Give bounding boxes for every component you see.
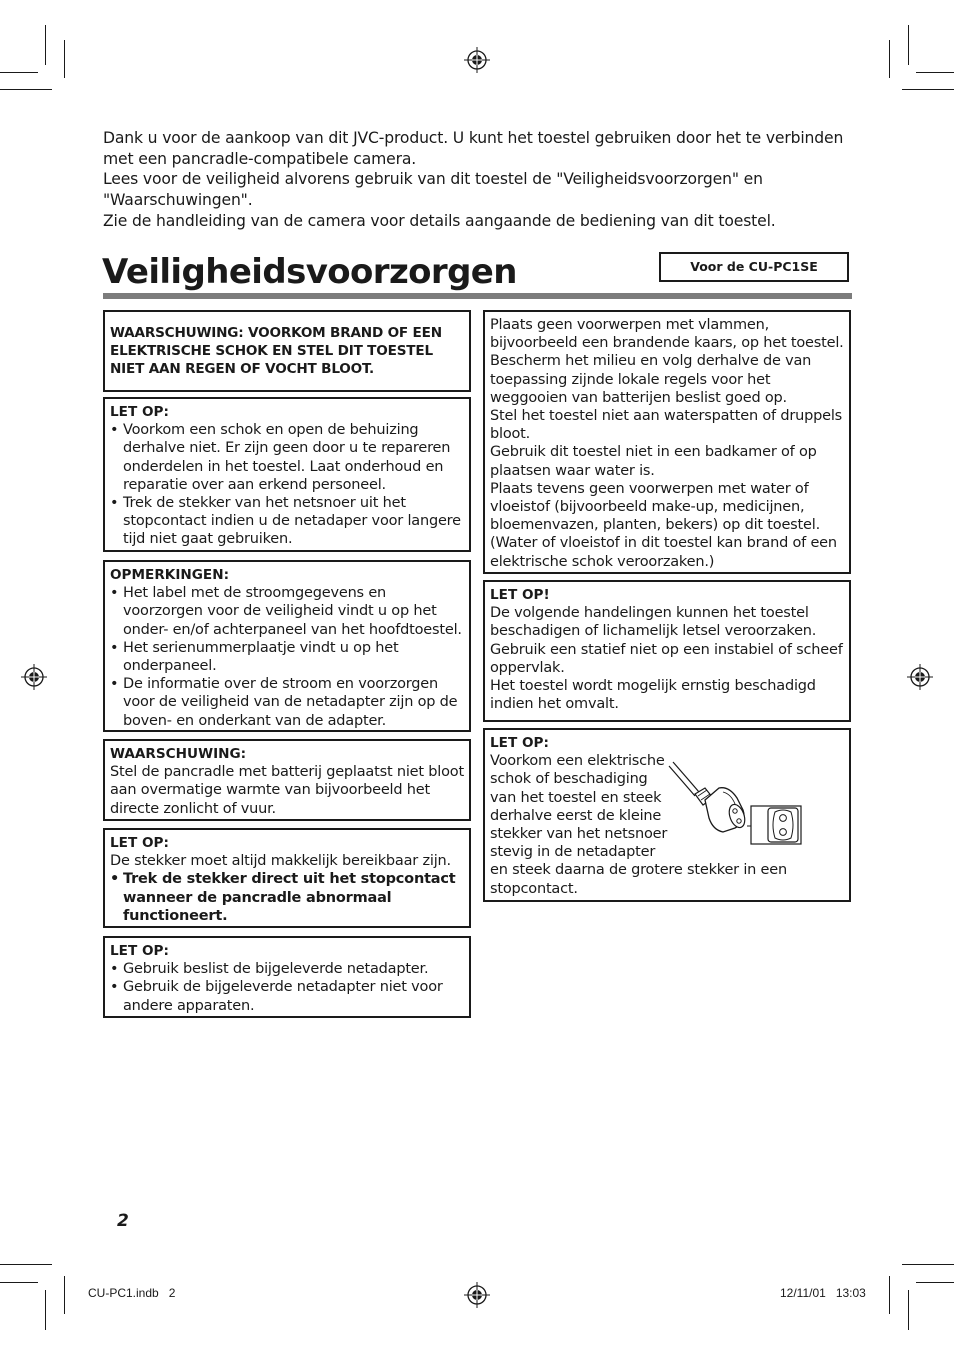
box-text-line: stekker van het netsnoer bbox=[490, 826, 668, 843]
crop-mark bbox=[908, 25, 909, 65]
crop-mark bbox=[902, 1264, 954, 1265]
crop-mark bbox=[45, 25, 46, 65]
caution-box-power-cord bbox=[483, 728, 851, 902]
bullet-list bbox=[110, 584, 464, 730]
box-text: Stel het toestel niet aan waterspatten of druppels bloot. bbox=[490, 408, 843, 443]
crop-mark bbox=[902, 89, 954, 90]
registration-mark-icon bbox=[21, 664, 47, 690]
list-item: • De informatie over de stroom en voorzorgen voor de veiligheid van de netadapter zijn op de boven- en onderkant van de adapter. bbox=[110, 675, 464, 730]
box-text: Plaats geen voorwerpen met vlammen, bijvoorbeeld een brandende kaars, op het toestel. bbox=[490, 317, 844, 352]
crop-mark bbox=[916, 72, 954, 73]
bullet-list bbox=[110, 870, 464, 925]
box-heading: LET OP: bbox=[110, 835, 169, 851]
list-item: • Het serienummerplaatje vindt u op het onderpaneel. bbox=[110, 639, 464, 675]
crop-mark bbox=[908, 1290, 909, 1330]
box-text-line: en steek daarna de grotere stekker in een bbox=[490, 862, 787, 879]
bullet-list bbox=[110, 421, 464, 548]
file-slug: CU-PC1.indb 2 bbox=[88, 1286, 176, 1300]
list-item: • Gebruik de bijgeleverde netadapter niet voor andere apparaten. bbox=[110, 978, 464, 1014]
safety-box-fire-water bbox=[483, 310, 851, 574]
box-text-line: derhalve eerst de kleine bbox=[490, 807, 662, 824]
box-text-line: stevig in de netadapter bbox=[490, 844, 656, 861]
intro-text bbox=[103, 128, 863, 232]
box-heading: LET OP! bbox=[490, 587, 550, 603]
warning-box-main bbox=[103, 310, 471, 392]
warning-box-heat bbox=[103, 739, 471, 821]
box-text-line: schok of beschadiging bbox=[490, 771, 648, 788]
registration-mark-icon bbox=[907, 664, 933, 690]
list-item: • Het label met de stroomgegevens en voorzorgen voor de veiligheid vindt u op het onder- en/of achterpaneel van het hoofdtoestel. bbox=[110, 584, 464, 639]
registration-mark-icon bbox=[464, 1282, 490, 1308]
caution-box-shock bbox=[103, 397, 471, 552]
box-heading: LET OP: bbox=[110, 404, 169, 420]
power-plug-illustration-icon bbox=[665, 758, 810, 858]
crop-mark bbox=[889, 40, 890, 78]
crop-mark bbox=[0, 1264, 52, 1265]
warning-text: WAARSCHUWING: VOORKOM BRAND OF EEN ELEKTRISCHE SCHOK EN STEL DIT TOESTEL NIET AAN REGEN OF VOCHT BLOOT. bbox=[110, 325, 442, 378]
box-text: Bescherm het milieu en volg derhalve de van toepassing zijnde lokale regels voor het weggooien van batterijen beslist goed op. bbox=[490, 353, 812, 406]
box-text-line: stopcontact. bbox=[490, 880, 578, 897]
title-divider bbox=[103, 293, 852, 299]
box-text-line: Voorkom een elektrische bbox=[490, 753, 665, 770]
intro-paragraph: Dank u voor de aankoop van dit JVC-product. U kunt het toestel gebruiken door het te verbinden met een pancradle-compatibele camera. bbox=[103, 129, 844, 168]
box-heading: WAARSCHUWING: bbox=[110, 746, 247, 762]
intro-paragraph: Zie de handleiding van de camera voor details aangaande de bediening van dit toestel. bbox=[103, 211, 776, 230]
registration-mark-icon bbox=[464, 47, 490, 73]
crop-mark bbox=[0, 72, 38, 73]
page-number: 2 bbox=[117, 1211, 129, 1231]
timestamp-slug: 12/11/01 13:03 bbox=[780, 1286, 866, 1300]
page-title: Veiligheidsvoorzorgen bbox=[102, 252, 517, 292]
caution-box-tripod bbox=[483, 580, 851, 722]
box-heading: LET OP: bbox=[490, 735, 549, 751]
box-text-line: van het toestel en steek bbox=[490, 789, 662, 806]
crop-mark bbox=[0, 1282, 38, 1283]
intro-paragraph: Lees voor de veiligheid alvorens gebruik van dit toestel de "Veiligheidsvoorzorgen" en "Waarschuwingen". bbox=[103, 170, 763, 210]
crop-mark bbox=[889, 1276, 890, 1314]
box-text: Plaats tevens geen voorwerpen met water of vloeistof (bijvoorbeeld make-up, medicijnen, bloemenvazen, planten, bekers) op dit toestel. (Water of vloeistof in dit toestel kan brand of een elektrische schok veroorzaken.) bbox=[490, 480, 837, 570]
crop-mark bbox=[916, 1282, 954, 1283]
list-item: • Gebruik beslist de bijgeleverde netadapter. bbox=[110, 960, 464, 978]
caution-box-plug bbox=[103, 828, 471, 928]
list-item: • Voorkom een schok en open de behuizing derhalve niet. Er zijn geen door u te repareren onderdelen in het toestel. Laat onderhoud en reparatie over aan erkend personeel. bbox=[110, 421, 464, 494]
model-label: Voor de CU-PC1SE bbox=[659, 252, 849, 282]
crop-mark bbox=[64, 40, 65, 78]
list-item: • Trek de stekker van het netsnoer uit het stopcontact indien u de netadaper voor langere tijd niet gaat gebruiken. bbox=[110, 494, 464, 549]
box-text: Gebruik dit toestel niet in een badkamer of op plaatsen waar water is. bbox=[490, 444, 817, 479]
crop-mark bbox=[0, 89, 52, 90]
list-item: • Trek de stekker direct uit het stopcontact wanneer de pancradle abnormaal functioneert. bbox=[110, 870, 464, 925]
crop-mark bbox=[64, 1276, 65, 1314]
notes-box bbox=[103, 560, 471, 732]
bullet-list bbox=[110, 960, 464, 1015]
crop-mark bbox=[45, 1290, 46, 1330]
box-text: De volgende handelingen kunnen het toestel beschadigen of lichamelijk letsel veroorzaken. bbox=[490, 605, 817, 640]
box-heading: LET OP: bbox=[110, 943, 169, 959]
box-text: Gebruik een statief niet op een instabiel of scheef oppervlak. bbox=[490, 641, 843, 676]
box-text: Het toestel wordt mogelijk ernstig beschadigd indien het omvalt. bbox=[490, 678, 816, 713]
box-text: De stekker moet altijd makkelijk bereikbaar zijn. bbox=[110, 853, 451, 870]
caution-box-adapter bbox=[103, 936, 471, 1018]
box-text: Stel de pancradle met batterij geplaatst niet bloot aan overmatige warmte van bijvoorbeeld het directe zonlicht of vuur. bbox=[110, 764, 464, 817]
box-heading: OPMERKINGEN: bbox=[110, 567, 230, 583]
